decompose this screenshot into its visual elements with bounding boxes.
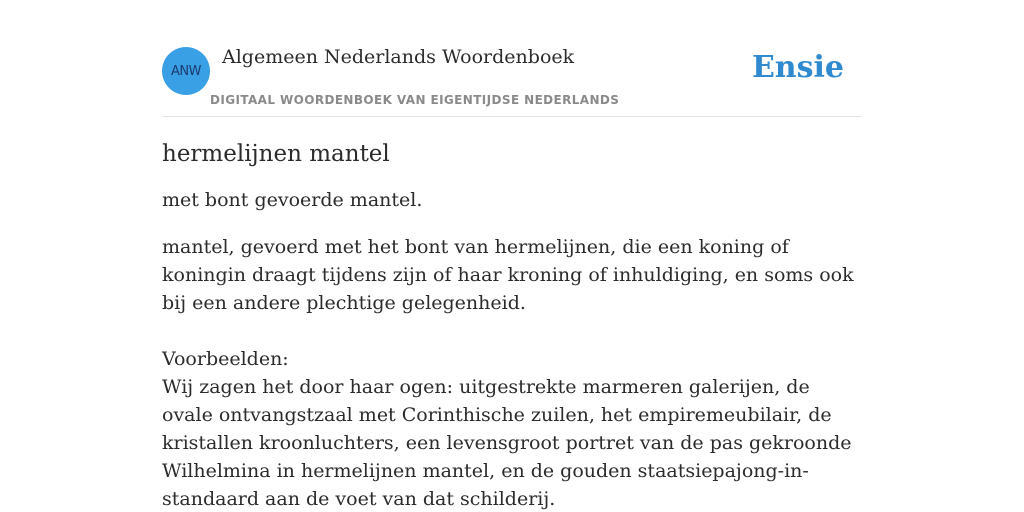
definition: mantel, gevoerd met het bont van hermelijnen, die een koning of koningin draagt tijdens zijn of haar kroning of inhuldiging, en soms ook bij een andere plechtige gelegenheid. <box>162 236 854 314</box>
anw-logo[interactable] <box>162 47 210 95</box>
example-text: Wij zagen het door haar ogen: uitgestrekte marmeren galerijen, de ovale ontvangstzaal met Corinthische zuilen, het empiremeubilair, de kristallen kroonluchters, een levensgroot portret van de pas gekroonde Wilhelmina in hermelijnen mantel, en de gouden staatsiepajong-in-standaard aan de voet van dat schilderij. <box>162 376 852 510</box>
site-subtitle: DIGITAAL WOORDENBOEK VAN EIGENTIJDSE NEDERLANDS <box>210 93 620 107</box>
ensie-logo[interactable]: Ensie <box>751 50 844 85</box>
examples-label: Voorbeelden: <box>162 348 289 370</box>
entry-content <box>162 138 866 512</box>
entry-headword: hermelijnen mantel <box>162 141 390 167</box>
site-title[interactable]: Algemeen Nederlands Woordenboek <box>222 46 575 68</box>
short-definition: met bont gevoerde mantel. <box>162 189 423 211</box>
site-header <box>162 46 862 117</box>
anw-logo-text: ANW <box>171 63 201 79</box>
